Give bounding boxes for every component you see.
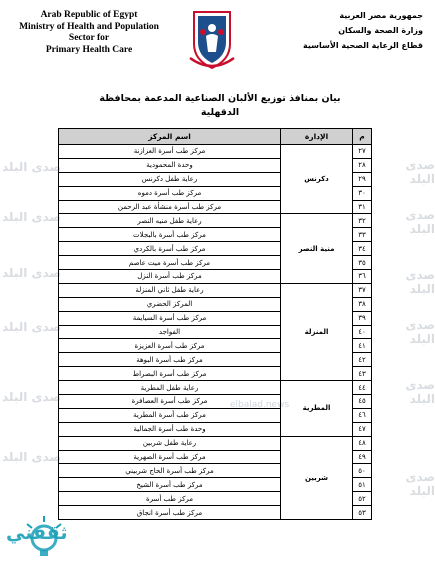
title-line: بيان بمنافذ توزيع الألبان الصناعية المدعمة بمحافظة (99, 93, 341, 104)
department-cell: المطرية (281, 381, 353, 437)
center-name: مركز طب أسرة العزيزة (59, 339, 281, 353)
center-name: مركز طب أسرة منشأة عبد الرحمن (59, 200, 281, 214)
center-name: مركز طب أسرة الحاج شربيني (59, 464, 281, 478)
english-header-line: Ministry of Health and Population (19, 21, 159, 32)
site-watermark: صدى البلد (2, 266, 62, 280)
center-name: مركز طب أسرة البوهة (59, 353, 281, 367)
row-number: ٤٠ (353, 325, 372, 339)
table-row (59, 145, 372, 159)
row-number: ٢٨ (353, 158, 372, 172)
row-number: ٤٧ (353, 422, 372, 436)
english-header-line: Sector for (68, 33, 110, 43)
site-watermark-en: elbalad.news (230, 400, 290, 410)
center-name: مركز طب أسرة انجاق (59, 506, 281, 520)
row-number: ٤٥ (353, 395, 372, 409)
center-name: المركز الحضري (59, 297, 281, 311)
title-line: الدقهلية (200, 107, 240, 118)
table-header-row (59, 129, 372, 145)
center-name: مركز طب أسرة بالبجلات (59, 228, 281, 242)
department-cell: المنزلة (281, 283, 353, 380)
column-header-center: اسم المركز (59, 129, 281, 145)
center-name: رعاية طفل دكرنس (59, 172, 281, 186)
row-number: ٣٩ (353, 311, 372, 325)
table-row (59, 283, 372, 297)
center-name: مركز طب أسرة العصافرة (59, 395, 281, 409)
row-number: ٥٠ (353, 464, 372, 478)
department-cell: دكرنس (281, 145, 353, 214)
row-number: ٥٢ (353, 492, 372, 506)
row-number: ٣٦ (353, 270, 372, 284)
row-number: ٣٥ (353, 256, 372, 270)
center-name: رعاية طفل المطرية (59, 381, 281, 395)
arabic-header-line: قطاع الرعاية الصحية الأساسية (303, 41, 423, 50)
center-name: مركز طب أسرة (59, 492, 281, 506)
row-number: ٤٨ (353, 436, 372, 450)
center-name: مركز طب أسرة دموه (59, 186, 281, 200)
site-watermark: صدى البلد (405, 268, 435, 296)
row-number: ٣١ (353, 200, 372, 214)
center-name: مركز طب أسرة النزل (59, 270, 281, 284)
column-header-num: م (353, 129, 372, 145)
document-title (60, 92, 380, 120)
table-row (59, 436, 372, 450)
english-header (14, 10, 164, 56)
arabic-header-line: وزارة الصحة والسكان (338, 26, 423, 35)
site-watermark: صدى البلد (2, 210, 62, 224)
distribution-table (58, 128, 372, 520)
center-name: مركز طب أسرة بالكردي (59, 242, 281, 256)
site-watermark: صدى البلد (2, 320, 62, 334)
site-watermark: صدى البلد (405, 378, 435, 406)
row-number: ٥١ (353, 478, 372, 492)
ministry-logo-icon (186, 8, 238, 72)
table-row (59, 381, 372, 395)
site-watermark: صدى البلد (405, 158, 435, 186)
row-number: ٣٠ (353, 186, 372, 200)
center-name: مركز طب أسرة البصراط (59, 367, 281, 381)
row-number: ٢٧ (353, 145, 372, 159)
center-name: رعاية طفل منيه النصر (59, 214, 281, 228)
department-cell: شربين (281, 436, 353, 519)
arabic-header-line: جمهورية مصر العربية (339, 11, 423, 20)
row-number: ٤٩ (353, 450, 372, 464)
site-watermark: صدى البلد (2, 160, 62, 174)
row-number: ٤٤ (353, 381, 372, 395)
center-name: رعاية طفل ثاني المنزلة (59, 283, 281, 297)
site-watermark: صدى البلد (405, 470, 435, 498)
row-number: ٤٦ (353, 408, 372, 422)
column-header-dept: الإدارة (281, 129, 353, 145)
brand-watermark-text: ثقفني (6, 522, 68, 544)
row-number: ٤١ (353, 339, 372, 353)
row-number: ٢٩ (353, 172, 372, 186)
center-name: مركز طب أسرة الشيخ (59, 478, 281, 492)
center-name: رعاية طفل شربين (59, 436, 281, 450)
center-name: مركز طب أسرة المطرية (59, 408, 281, 422)
row-number: ٣٤ (353, 242, 372, 256)
arabic-header (283, 8, 423, 53)
center-name: الفواجد (59, 325, 281, 339)
row-number: ٤٢ (353, 353, 372, 367)
center-name: وحدة طب أسرة الجمالية (59, 422, 281, 436)
center-name: وحدة المحمودية (59, 158, 281, 172)
row-number: ٣٢ (353, 214, 372, 228)
center-name: مركز طب أسرة الصهرية (59, 450, 281, 464)
table-body (59, 145, 372, 520)
site-watermark: صدى البلد (2, 450, 62, 464)
center-name: مركز طب أسرة العزازنة (59, 145, 281, 159)
english-header-line: Primary Health Care (45, 44, 133, 55)
row-number: ٣٧ (353, 283, 372, 297)
row-number: ٤٣ (353, 367, 372, 381)
row-number: ٣٨ (353, 297, 372, 311)
center-name: مركز طب أسرة ميت عاصم (59, 256, 281, 270)
department-cell: منية النصر (281, 214, 353, 283)
site-watermark: صدى البلد (2, 390, 62, 404)
row-number: ٥٣ (353, 506, 372, 520)
row-number: ٣٣ (353, 228, 372, 242)
center-name: مركز طب أسرة السيايمة (59, 311, 281, 325)
table-row (59, 214, 372, 228)
english-header-line: Arab Republic of Egypt (40, 10, 138, 20)
site-watermark: صدى البلد (405, 208, 435, 236)
site-watermark: صدى البلد (405, 318, 435, 346)
